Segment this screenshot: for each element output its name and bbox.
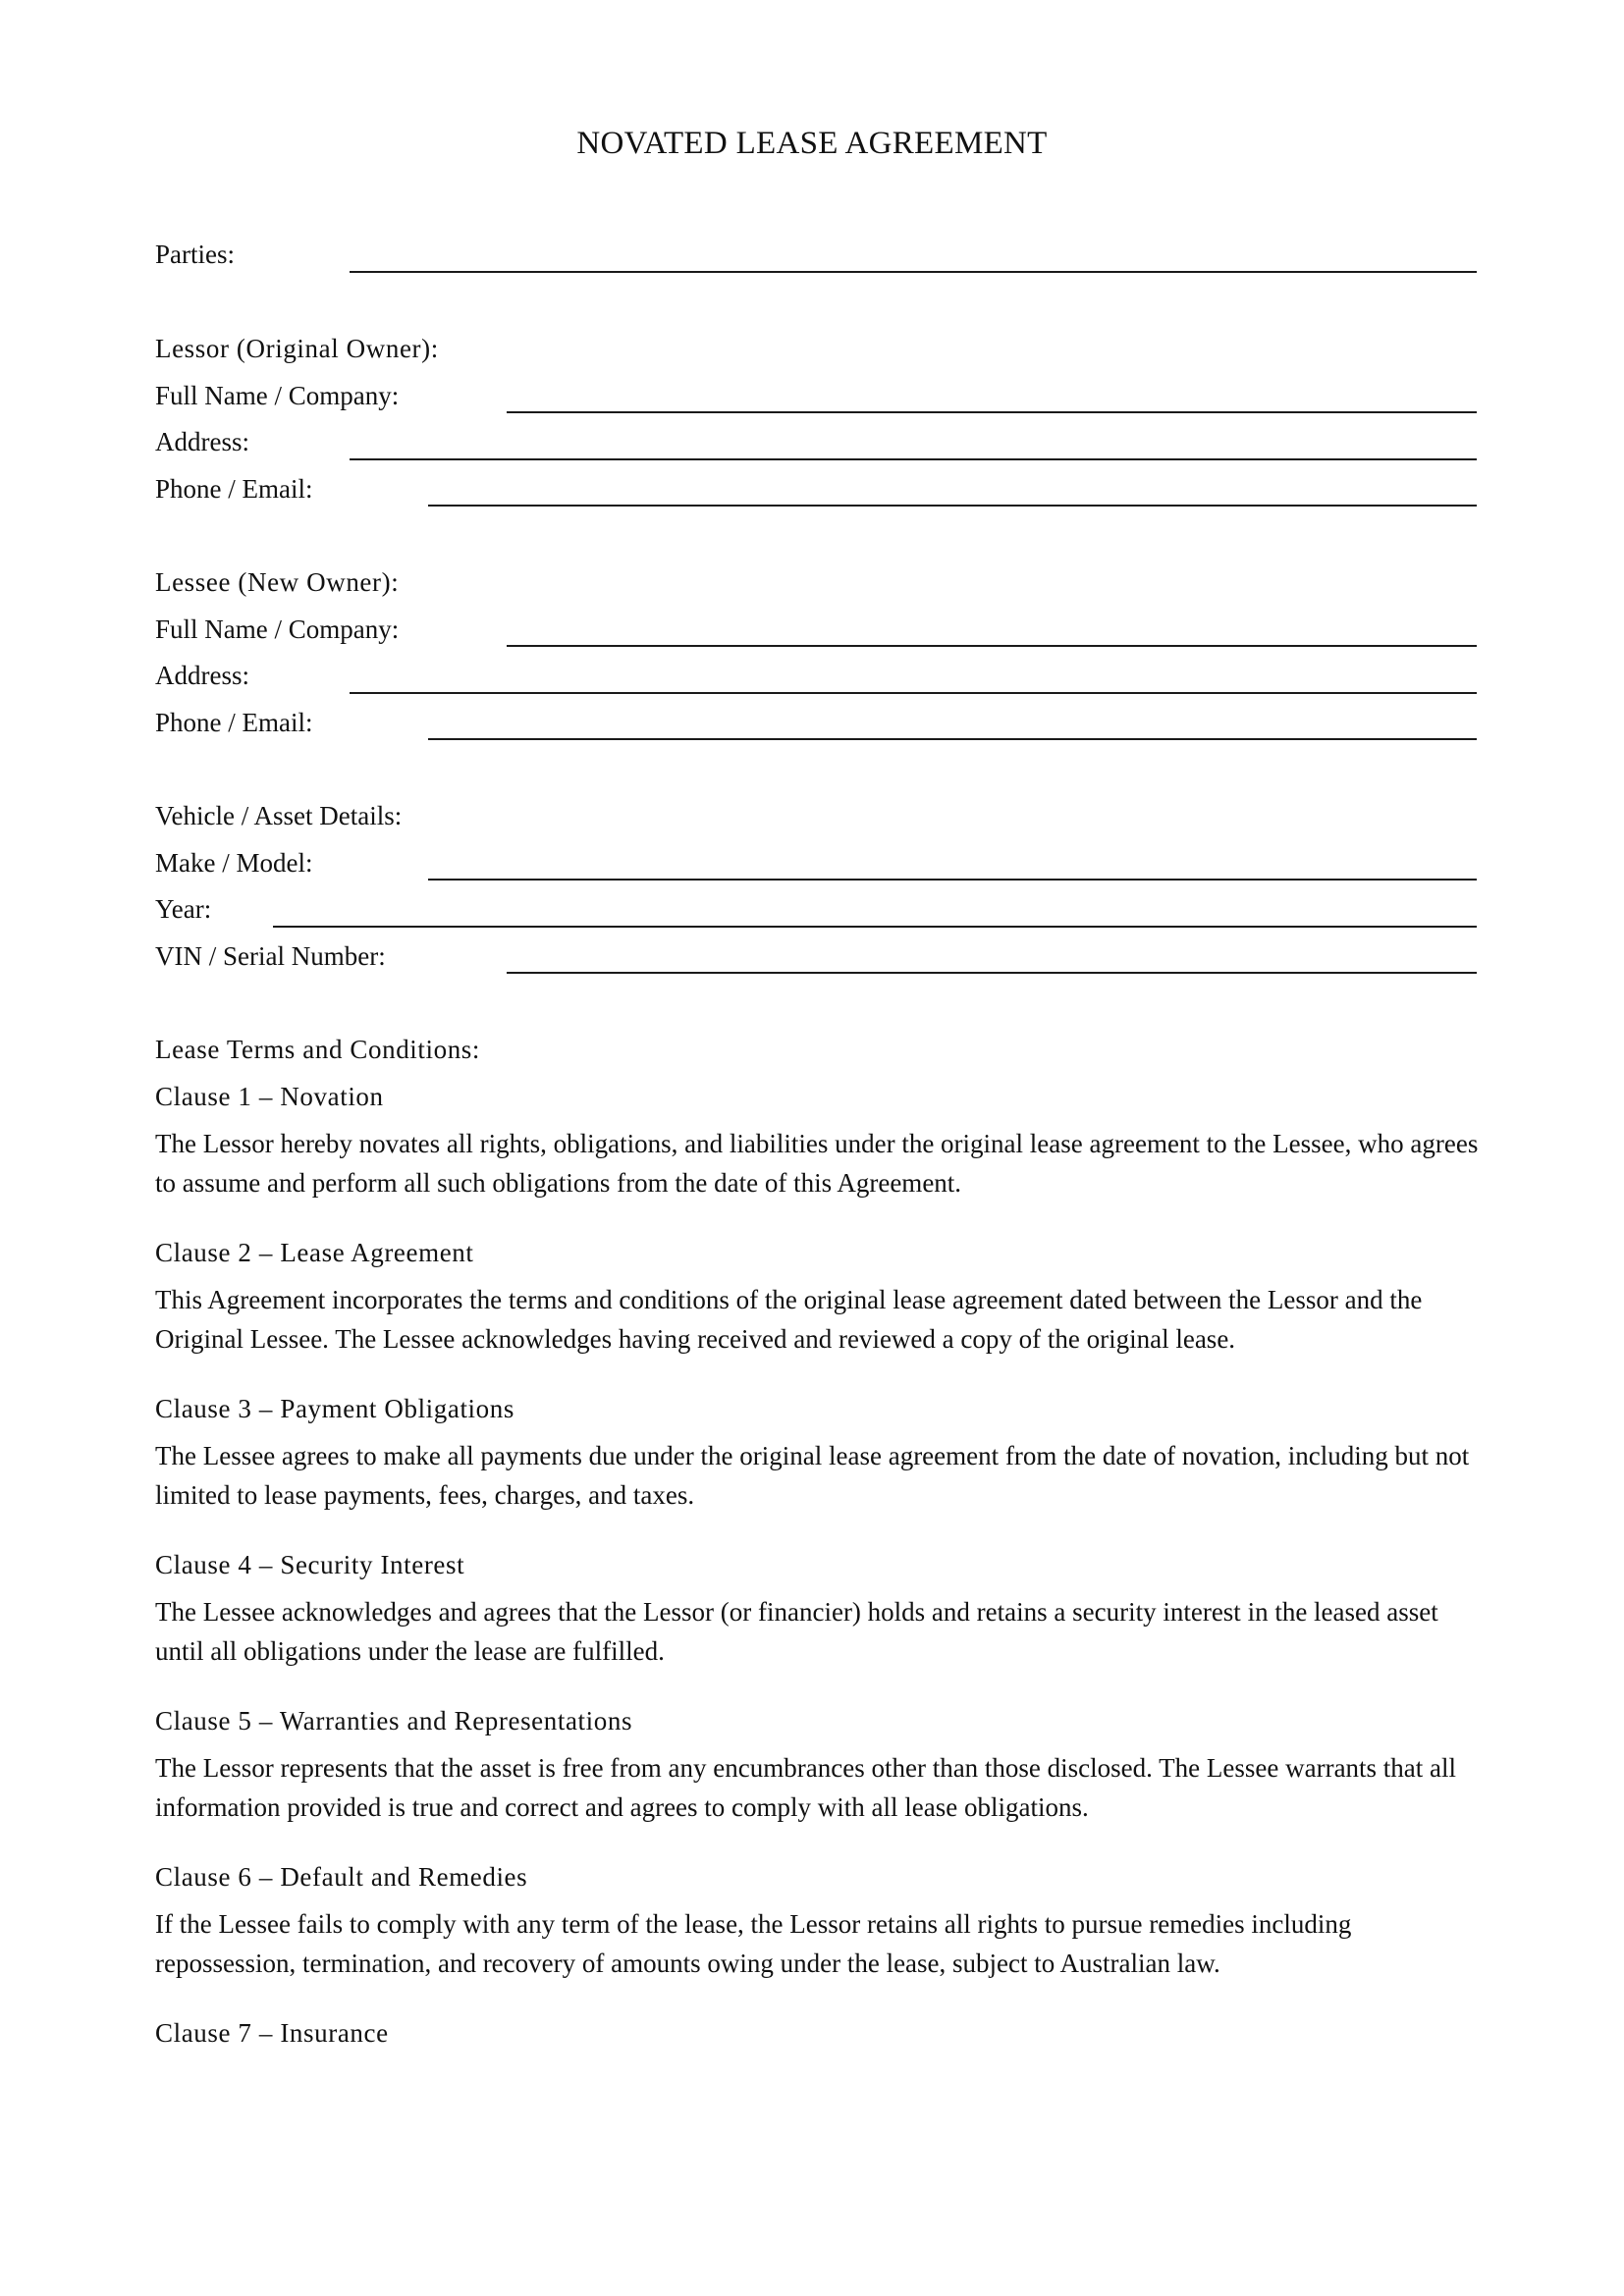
clause-3-text: The Lessee agrees to make all payments due under the original lease agreement from the date of novation, including but not limited to lease payments, fees, charges, and taxes. <box>155 1441 1470 1510</box>
vehicle-year-field[interactable] <box>273 926 1477 928</box>
clause-1-text: The Lessor hereby novates all rights, obligations, and liabilities under the original lease agreement to the Lessee, who agrees to assume and perform all such obligations from the date of this Agreement. <box>155 1129 1479 1198</box>
clause-2-title: Clause 2 – Lease Agreement <box>155 1238 474 1267</box>
vehicle-make-field[interactable] <box>428 879 1477 881</box>
clause-7-title: Clause 7 – Insurance <box>155 2018 389 2048</box>
lessor-contact-field[interactable] <box>428 505 1477 507</box>
vehicle-vin-label: VIN / Serial Number: <box>155 941 386 971</box>
lessor-address-field[interactable] <box>350 458 1477 460</box>
lessee-name-field[interactable] <box>507 645 1477 647</box>
terms-heading: Lease Terms and Conditions: <box>155 1035 481 1064</box>
vehicle-make-label: Make / Model: <box>155 848 313 878</box>
parties-label: Parties: <box>155 240 235 269</box>
lessor-contact-label: Phone / Email: <box>155 474 313 504</box>
clause-5-text: The Lessor represents that the asset is free from any encumbrances other than those disclosed. The Lessee warrants that all information provided is true and correct and agrees to comply with all lease obligations. <box>155 1753 1457 1822</box>
vehicle-heading: Vehicle / Asset Details: <box>155 801 403 830</box>
lessor-address-label: Address: <box>155 427 249 456</box>
clause-6-title: Clause 6 – Default and Remedies <box>155 1862 528 1892</box>
lessee-address-label: Address: <box>155 661 249 690</box>
lessor-heading: Lessor (Original Owner): <box>155 334 439 363</box>
lessee-name-label: Full Name / Company: <box>155 614 400 644</box>
clause-6-text: If the Lessee fails to comply with any term of the lease, the Lessor retains all rights to pursue remedies including repossession, termination, and recovery of amounts owing under the lease, subject to Australian law. <box>155 1909 1352 1978</box>
lessee-contact-label: Phone / Email: <box>155 708 313 737</box>
clause-4-text: The Lessee acknowledges and agrees that the Lessor (or financier) holds and retains a security interest in the leased asset until all obligations under the lease are fulfilled. <box>155 1597 1438 1666</box>
lessee-contact-field[interactable] <box>428 738 1477 740</box>
clause-1-title: Clause 1 – Novation <box>155 1082 384 1111</box>
document-title: NOVATED LEASE AGREEMENT <box>576 126 1048 161</box>
clause-3-title: Clause 3 – Payment Obligations <box>155 1394 514 1423</box>
lessor-name-label: Full Name / Company: <box>155 381 400 410</box>
clause-4-title: Clause 4 – Security Interest <box>155 1550 465 1579</box>
clause-5-title: Clause 5 – Warranties and Representations <box>155 1706 633 1735</box>
parties-field[interactable] <box>350 271 1477 273</box>
lessor-name-field[interactable] <box>507 411 1477 413</box>
clause-2-text: This Agreement incorporates the terms and conditions of the original lease agreement dated between the Lessor and the Original Lessee. The Lessee acknowledges having received and reviewed a copy of the original lease. <box>155 1285 1423 1354</box>
vehicle-vin-field[interactable] <box>507 972 1477 974</box>
lessee-address-field[interactable] <box>350 692 1477 694</box>
vehicle-year-label: Year: <box>155 894 212 924</box>
lessee-heading: Lessee (New Owner): <box>155 567 400 597</box>
